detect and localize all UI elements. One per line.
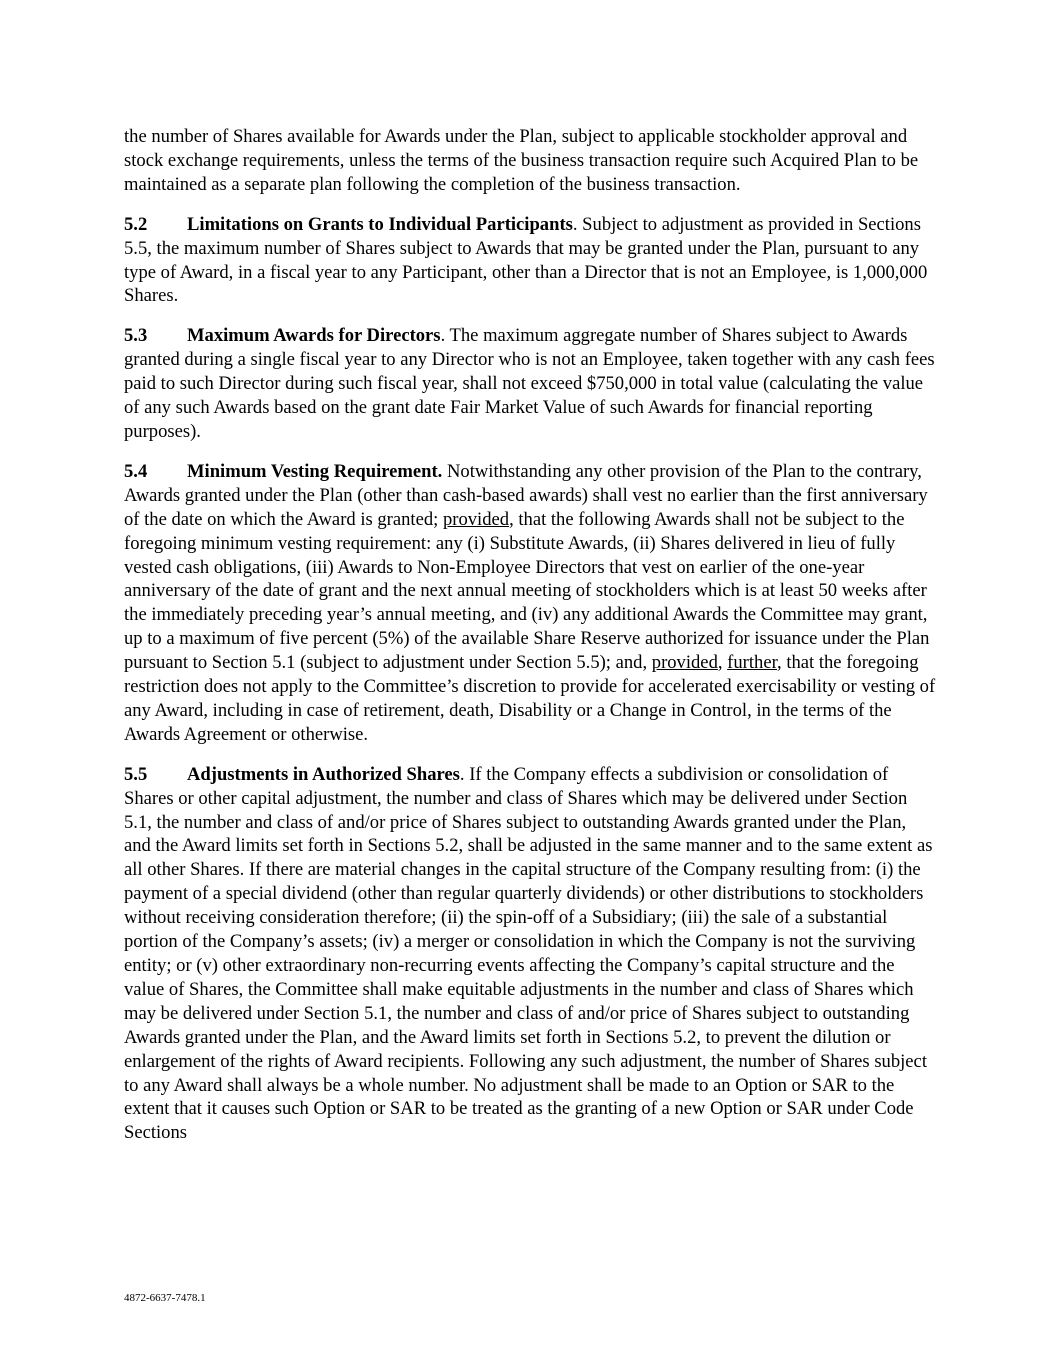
- section-number: 5.3: [124, 325, 148, 347]
- section-title: Limitations on Grants to Individual Participants: [187, 213, 573, 235]
- section-number: 5.2: [124, 213, 148, 235]
- document-footer-id: 4872-6637-7478.1: [124, 1292, 206, 1304]
- section-title: Minimum Vesting Requirement.: [187, 460, 443, 482]
- section-text: The maximum aggregate number of Shares subject to Awards granted during a single fiscal year to any Director who is not an Employee, taken together with any cash fees paid to such Director during such fiscal year, shall not exceed $750,000 in total value (calculating the value of any such Awards based on the grant date Fair Market Value of such Awards for financial reporting purposes).: [124, 325, 935, 442]
- section-5-4: [124, 460, 936, 747]
- section-5-2: [124, 213, 936, 309]
- section-title: Adjustments in Authorized Shares: [187, 763, 460, 785]
- title-period: .: [572, 213, 578, 235]
- title-period: .: [440, 325, 446, 347]
- section-text: If the Company effects a subdivision or consolidation of Shares or other capital adjustment, the number and class of Shares which may be delivered under Section 5.1, the number and class of and/or price of Shares subject to outstanding Awards granted under the Plan, and the Award limits set forth in Sections 5.2, shall be adjusted in the same manner and to the same extent as all other Shares. If there are material changes in the capital structure of the Company resulting from: (i) the payment of a special dividend (other than regular quarterly dividends) or other distributions to stockholders without receiving consideration therefore; (ii) the spin-off of a Subsidiary; (iii) the sale of a substantial portion of the Company’s assets; (iv) a merger or consolidation in which the Company is not the surviving entity; or (v) other extraordinary non-recurring events affecting the Company’s capital structure and the value of Shares, the Committee shall make equitable adjustments in the number and class of Shares which may be delivered under Section 5.1, the number and class of and/or price of Shares subject to outstanding Awards granted under the Plan, and the Award limits set forth in Sections 5.2, to prevent the dilution or enlargement of the rights of Award recipients. Following any such adjustment, the number of Shares subject to any Award shall always be a whole number. No adjustment shall be made to an Option or SAR to the extent that it causes such Option or SAR to be treated as the granting of a new Option or SAR under Code Sections: [124, 763, 933, 1144]
- section-text: , that the following Awards shall not be subject to the foregoing minimum vesting requirement: any (i) Substitute Awards, (ii) Shares delivered in lieu of fully vested cash obligations, (iii) Awards to Non-Employee Directors that vest on earlier of the one-year anniversary of the date of grant and the next annual meeting of stockholders which is at least 50 weeks after the immediately preceding year’s annual meeting, and (iv) any additional Awards the Committee may grant, up to a maximum of five percent (5%) of the available Share Reserve authorized for issuance under the Plan pursuant to Section 5.1 (subject to adjustment under Section 5.5); and,: [124, 508, 930, 674]
- document-body: [124, 125, 936, 1161]
- section-title: Maximum Awards for Directors: [187, 325, 441, 347]
- title-period: .: [459, 763, 465, 785]
- further-term: further: [727, 652, 778, 674]
- provided-term: provided: [442, 508, 510, 530]
- section-text: , that the foregoing restriction does not apply to the Committee’s discretion to provide for accelerated exercisability or vesting of any Award, including in case of retirement, death, Disability or a Change in Control, in the terms of the Awards Agreement or otherwise.: [124, 652, 936, 745]
- section-number: 5.5: [124, 763, 148, 785]
- section-text: Subject to adjustment as provided in Sections 5.5, the maximum number of Shares subject to Awards that may be granted under the Plan, pursuant to any type of Award, in a fiscal year to any Participant, other than a Director that is not an Employee, is 1,000,000 Shares.: [124, 213, 928, 307]
- section-text: Notwithstanding any other provision of the Plan to the contrary, Awards granted under the Plan (other than cash-based awards) shall vest no earlier than the first anniversary of the date on which the Award is granted;: [124, 460, 928, 530]
- continuation-paragraph: the number of Shares available for Awards under the Plan, subject to applicable stockholder approval and stock exchange requirements, unless the terms of the business transaction require such Acquired Plan to be maintained as a separate plan following the completion of the business transaction.: [124, 126, 919, 195]
- term-separator: ,: [717, 652, 728, 674]
- section-number: 5.4: [124, 460, 148, 482]
- provided-term: provided: [651, 652, 718, 674]
- section-5-5: [124, 763, 936, 1146]
- section-5-3: [124, 324, 936, 444]
